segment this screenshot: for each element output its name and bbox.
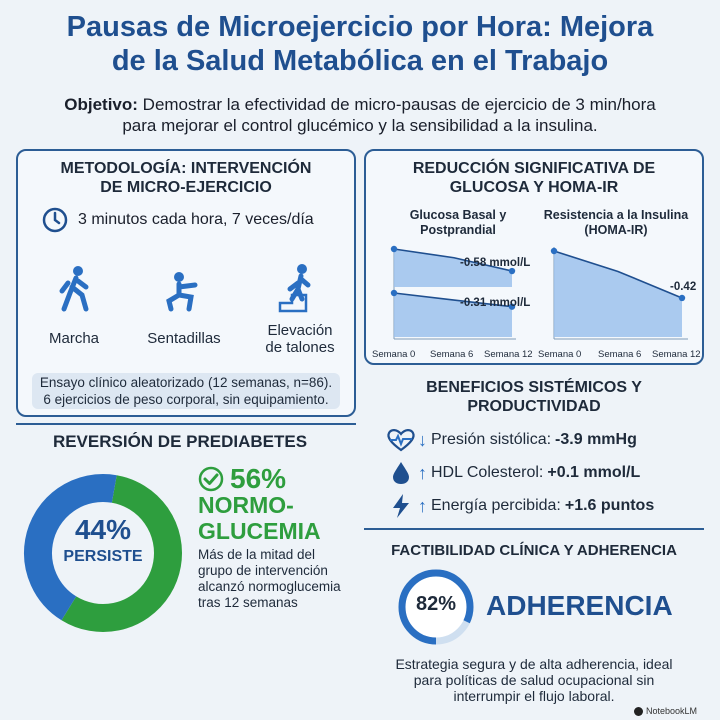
prediabetes-desc xyxy=(198,547,341,611)
check-circle-icon xyxy=(198,466,224,492)
reduction-panel xyxy=(364,149,704,365)
exercise-label-walk: Marcha xyxy=(48,330,100,347)
page-title xyxy=(10,10,710,78)
feasibility-heading: FACTIBILIDAD CLÍNICA Y ADHERENCIA xyxy=(391,542,677,559)
prediabetes-desc-3: alcanzó normoglucemia xyxy=(198,579,341,594)
tick-week6-2: Semana 6 xyxy=(598,349,642,360)
reduction-heading-1: REDUCCIÓN SIGNIFICATIVA DE xyxy=(412,160,656,177)
annotation-glucose-postprandial: -0.31 mmol/L xyxy=(460,297,531,309)
squat-icon xyxy=(161,271,205,313)
tick-week0: Semana 0 xyxy=(372,349,416,360)
feasibility-desc-1: Estrategia segura y de alta adherencia, ideal xyxy=(395,656,673,672)
exercise-label-heel xyxy=(254,322,346,356)
heel-raise-icon xyxy=(276,263,322,313)
chart2-title-2: (HOMA-IR) xyxy=(584,223,648,237)
methodology-heading xyxy=(18,159,354,197)
methodology-heading-1: METODOLOGÍA: INTERVENCIÓN xyxy=(60,160,312,177)
chart2-title xyxy=(536,208,696,238)
normo-pct: 56% xyxy=(230,463,287,494)
heartbeat-icon xyxy=(386,428,416,452)
adherence-label: ADHERENCIA xyxy=(486,590,673,621)
objective-line-1: Demostrar la efectividad de micro-pausas de ejercicio de 3 min/hora xyxy=(137,95,656,114)
persist-label: PERSISTE xyxy=(63,548,143,565)
benefits-heading-1: BENEFICIOS SISTÉMICOS Y xyxy=(426,379,642,396)
droplet-icon xyxy=(390,460,412,486)
benefits-heading-2: PRODUCTIVIDAD xyxy=(467,398,601,415)
tick-week12: Semana 12 xyxy=(484,349,533,360)
feasibility-desc-2: para políticas de salud ocupacional sin xyxy=(413,672,655,688)
normo-label-2: GLUCEMIA xyxy=(198,518,321,544)
arrow-down-icon: ↓ xyxy=(418,429,427,450)
lightning-icon xyxy=(390,493,412,519)
normo-label xyxy=(198,492,321,544)
chart1-title-1: Glucosa Basal y xyxy=(409,208,507,222)
note-line-1: Ensayo clínico aleatorizado (12 semanas, n=86). xyxy=(39,375,333,390)
schedule-text: 3 minutos cada hora, 7 veces/día xyxy=(78,211,314,228)
title-line-1: Pausas de Microejercicio por Hora: Mejora xyxy=(66,11,654,43)
exercise-label-heel-1: Elevación xyxy=(267,322,333,339)
persist-pct: 44% xyxy=(74,514,132,545)
note-line-2: 6 ejercicios de peso corporal, sin equipamiento. xyxy=(43,392,329,407)
reduction-heading xyxy=(366,159,702,197)
prediabetes-heading: REVERSIÓN DE PREDIABETES xyxy=(52,432,308,451)
exercise-label-squat: Sentadillas xyxy=(147,330,221,347)
title-line-2: de la Salud Metabólica en el Trabajo xyxy=(111,45,609,77)
annotation-glucose-basal: -0.58 mmol/L xyxy=(460,257,531,269)
feasibility-desc xyxy=(364,656,704,704)
benefit-row-hdl xyxy=(390,460,640,486)
divider-left xyxy=(16,423,356,425)
methodology-panel xyxy=(16,149,356,417)
objective-line-2: para mejorar el control glucémico y la sensibilidad a la insulina. xyxy=(122,116,598,135)
benefit-label-bp: Presión sistólica: xyxy=(431,431,552,448)
homa-area xyxy=(554,251,682,337)
benefit-value-energy: +1.6 puntos xyxy=(564,497,655,514)
homa-point-end xyxy=(679,295,685,301)
reduction-heading-2: GLUCOSA Y HOMA-IR xyxy=(449,179,619,196)
chart1-title-2: Postprandial xyxy=(420,223,496,237)
schedule-row xyxy=(42,207,354,233)
adherence-pct: 82% xyxy=(415,593,457,615)
annotation-homa: -0.42 xyxy=(670,281,697,293)
chart1-title xyxy=(388,208,528,238)
exercise-label-heel-2: de talones xyxy=(265,339,335,356)
donut-center xyxy=(22,514,184,568)
glucose-series-0-point-start xyxy=(391,246,397,252)
methodology-heading-2: DE MICRO-EJERCICIO xyxy=(100,179,272,196)
benefit-value-hdl: +0.1 mmol/L xyxy=(547,464,641,481)
prediabetes-desc-4: tras 12 semanas xyxy=(198,595,298,610)
chart2-title-1: Resistencia a la Insulina xyxy=(543,208,689,222)
objective xyxy=(20,94,700,136)
arrow-up-icon-1: ↑ xyxy=(418,462,427,483)
arrow-up-icon-2: ↑ xyxy=(418,495,427,516)
brand-name: NotebookLM xyxy=(646,706,698,716)
tick-week12-2: Semana 12 xyxy=(652,349,701,360)
objective-label: Objetivo: xyxy=(64,95,138,114)
benefit-row-bp xyxy=(386,428,637,452)
homa-chart xyxy=(538,243,698,345)
brand-logo-icon xyxy=(634,707,643,716)
walking-icon xyxy=(56,265,96,313)
methodology-note xyxy=(32,373,340,409)
clock-icon xyxy=(42,207,68,233)
brand xyxy=(634,706,697,716)
glucose-series-1-point-start xyxy=(391,290,397,296)
benefit-row-energy xyxy=(390,493,654,519)
tick-week0-2: Semana 0 xyxy=(538,349,582,360)
benefit-value-bp: -3.9 mmHg xyxy=(555,431,637,448)
prediabetes-desc-1: Más de la mitad del xyxy=(198,547,316,562)
normo-label-1: NORMO- xyxy=(198,492,294,518)
divider-right xyxy=(364,528,704,530)
benefits-heading xyxy=(364,378,704,416)
benefit-label-hdl: HDL Colesterol: xyxy=(431,464,544,481)
prediabetes-desc-2: grupo de intervención xyxy=(198,563,328,578)
tick-week6: Semana 6 xyxy=(430,349,474,360)
normo-pct-row xyxy=(198,463,286,495)
homa-point-start xyxy=(551,248,557,254)
benefit-label-energy: Energía percibida: xyxy=(431,497,561,514)
feasibility-desc-3: interrumpir el flujo laboral. xyxy=(453,688,615,704)
